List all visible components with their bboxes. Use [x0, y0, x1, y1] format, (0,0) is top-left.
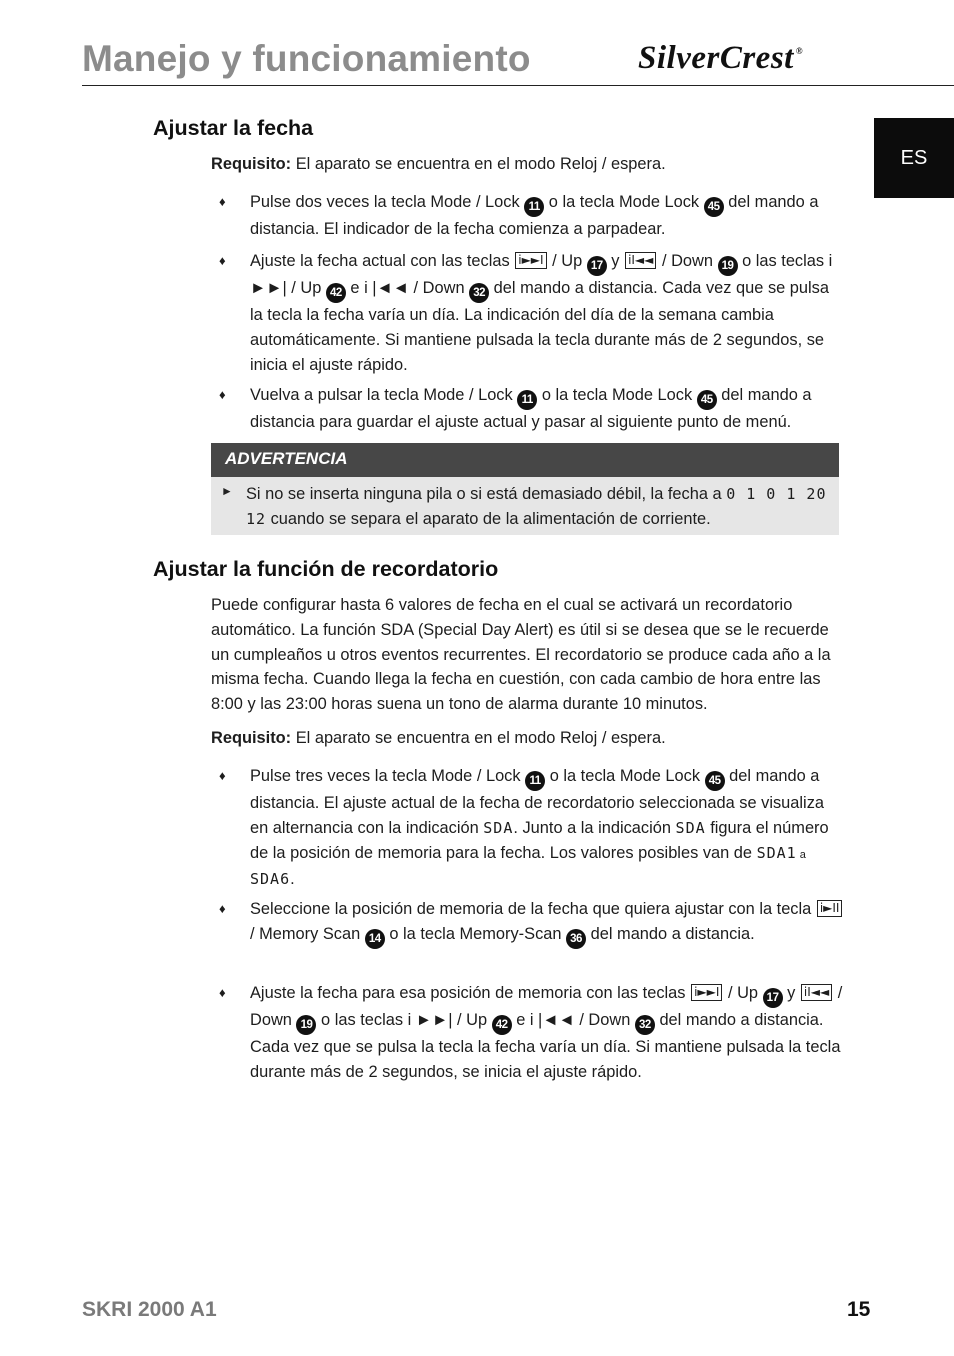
text-run: del mando a distancia. Cada vez que se pulsa la tecla la fecha varía un día. Si mantiene pulsada la tecla durante más de 2 segundos, se inicia el ajuste rápido. — [250, 1011, 841, 1081]
callout-number-badge: 32 — [635, 1015, 655, 1035]
text-run: del mando a distancia. Cada vez que se pulsa la tecla la fecha varía un día. La indicación del día de la semana cambia automáticamente. Si mantiene pulsada la tecla durante más de 2 segundos, se inicia el ajuste rápido. — [250, 279, 829, 374]
callout-number-badge: 19 — [296, 1015, 316, 1035]
diamond-bullet-icon: ♦ — [219, 253, 226, 268]
callout-number-badge: 42 — [326, 283, 346, 303]
requirement-line — [211, 726, 843, 751]
callout-number-badge: 36 — [566, 929, 586, 949]
diamond-bullet-icon: ♦ — [219, 194, 226, 209]
text-run: / Memory Scan — [250, 924, 365, 943]
previous-key-icon: iI◄◄ — [801, 984, 832, 1001]
requirement-label: Requisito: — [211, 729, 292, 747]
warning-text — [246, 482, 836, 532]
callout-number-badge: 11 — [524, 197, 544, 217]
callout-number-badge: 45 — [704, 197, 724, 217]
text-run: . — [290, 870, 295, 889]
callout-number-badge: 17 — [763, 988, 783, 1008]
brand-name: SilverCrest — [638, 40, 794, 76]
warning-title: ADVERTENCIA — [225, 449, 348, 468]
footer-model-number: SKRI 2000 A1 — [82, 1298, 217, 1321]
text-run: Vuelva a pulsar la tecla Mode / Lock — [250, 386, 518, 404]
text-run: y — [606, 252, 625, 270]
list-item-text — [250, 897, 844, 949]
callout-number-badge: 32 — [469, 283, 489, 303]
text-run: Seleccione la posición de memoria de la fecha que quiera ajustar con la tecla — [250, 900, 816, 918]
text-run: . Junto a la indicación — [513, 818, 676, 837]
callout-number-badge: 14 — [365, 929, 385, 949]
diamond-bullet-icon: ♦ — [219, 387, 226, 402]
language-tab-label: ES — [900, 146, 928, 169]
callout-number-badge: 45 — [697, 390, 717, 410]
diamond-bullet-icon: ♦ — [219, 985, 226, 1000]
text-run: o la tecla Memory-Scan — [384, 924, 567, 943]
intro-paragraph: Puede configurar hasta 6 valores de fecha en el cual se activará un recordatorio automático. La función SDA (Special Day Alert) es útil si se desea que se le recuerde un cumpleaños u otros eventos recurrentes. El recordatorio se produce cada año a la misma fecha. Cuando llega la fecha en cuestión, con cada cambio de hora entre las 8:00 y las 23:00 horas suena un tono de alarma durante 10 minutos. — [211, 596, 831, 714]
language-tab — [874, 118, 954, 198]
text-run: del mando a distancia para guardar el ajuste actual y pasar al siguiente punto de menú. — [250, 386, 812, 431]
text-run: y — [782, 984, 800, 1002]
text-run: Pulse tres veces la tecla Mode / Lock — [250, 767, 526, 785]
lcd-sda-display: SDA — [675, 818, 706, 837]
text-run: Ajuste la fecha para esa posición de memoria con las teclas — [250, 984, 691, 1002]
text-run: a — [796, 848, 806, 861]
text-run: o las teclas i ►►| / Up — [316, 1011, 492, 1029]
previous-key-icon: iI◄◄ — [625, 252, 656, 269]
next-key-icon: i►►I — [691, 984, 722, 1001]
lcd-sda-display: SDA — [483, 818, 514, 837]
requirement-label: Requisito: — [211, 155, 292, 173]
text-run: del mando a distancia. El indicador de la fecha comienza a parpadear. — [250, 193, 819, 238]
text-run: Pulse dos veces la tecla Mode / Lock — [250, 193, 525, 211]
callout-number-badge: 19 — [718, 256, 738, 276]
lcd-date-display: 0 1 0 1 20 12 — [246, 485, 827, 528]
text-run: o las teclas i ►►| / Up — [250, 252, 833, 297]
warning-body — [211, 477, 839, 535]
text-run: / Down — [250, 984, 843, 1029]
text-run: o la tecla Mode Lock — [544, 193, 704, 211]
callout-number-badge: 17 — [587, 256, 607, 276]
callout-number-badge: 42 — [492, 1015, 512, 1035]
arrow-right-icon: ► — [221, 484, 233, 498]
brand-logo — [638, 40, 803, 77]
text-run: cuando se separa el aparato de la alimentación de corriente. — [266, 509, 711, 528]
text-run: Si no se inserta ninguna pila o si está demasiado débil, la fecha a — [246, 485, 727, 503]
page-number: 15 — [847, 1298, 871, 1321]
callout-number-badge: 45 — [705, 771, 725, 791]
diamond-bullet-icon: ♦ — [219, 768, 226, 783]
play-pause-key-icon: i►II — [817, 900, 843, 917]
text-run: Ajuste la fecha actual con las teclas — [250, 252, 515, 270]
list-item-text — [250, 764, 844, 892]
text-run: o la tecla Mode Lock — [545, 767, 705, 785]
text-run: e i |◄◄ / Down — [345, 279, 470, 297]
section-heading-ajustar-fecha: Ajustar la fecha — [153, 116, 314, 140]
header-divider — [82, 85, 954, 86]
warning-header — [211, 443, 839, 477]
requirement-text: El aparato se encuentra en el modo Reloj / espera. — [291, 155, 666, 173]
list-item-text — [250, 190, 844, 242]
list-item-text — [250, 383, 844, 435]
text-run: figura el número de la posición de memoria para la fecha. Los valores posibles van de — [250, 818, 829, 862]
requirement-line — [211, 152, 843, 177]
page-header-title: Manejo y funcionamiento — [82, 38, 531, 79]
requirement-text: El aparato se encuentra en el modo Reloj / espera. — [291, 729, 666, 747]
text-run: / Up — [547, 252, 587, 270]
text-run: / Up — [723, 984, 763, 1002]
callout-number-badge: 11 — [525, 771, 545, 791]
registered-mark: ® — [795, 46, 804, 56]
list-item-text — [250, 249, 844, 377]
lcd-sda1-display: SDA1 — [756, 843, 797, 862]
text-run: o la tecla Mode Lock — [537, 386, 697, 404]
diamond-bullet-icon: ♦ — [219, 901, 226, 916]
callout-number-badge: 11 — [517, 390, 537, 410]
text-run: e i |◄◄ / Down — [511, 1011, 635, 1029]
section-heading-recordatorio: Ajustar la función de recordatorio — [153, 557, 499, 581]
text-run: del mando a distancia. El ajuste actual de la fecha de recordatorio seleccionada se visualiza en alternancia con la indicación — [250, 767, 825, 837]
text-run: del mando a distancia. — [586, 924, 755, 943]
lcd-sda6-display: SDA6 — [250, 870, 291, 889]
text-run: / Down — [657, 252, 718, 270]
next-key-icon: i►►I — [515, 252, 546, 269]
list-item-text — [250, 981, 844, 1085]
